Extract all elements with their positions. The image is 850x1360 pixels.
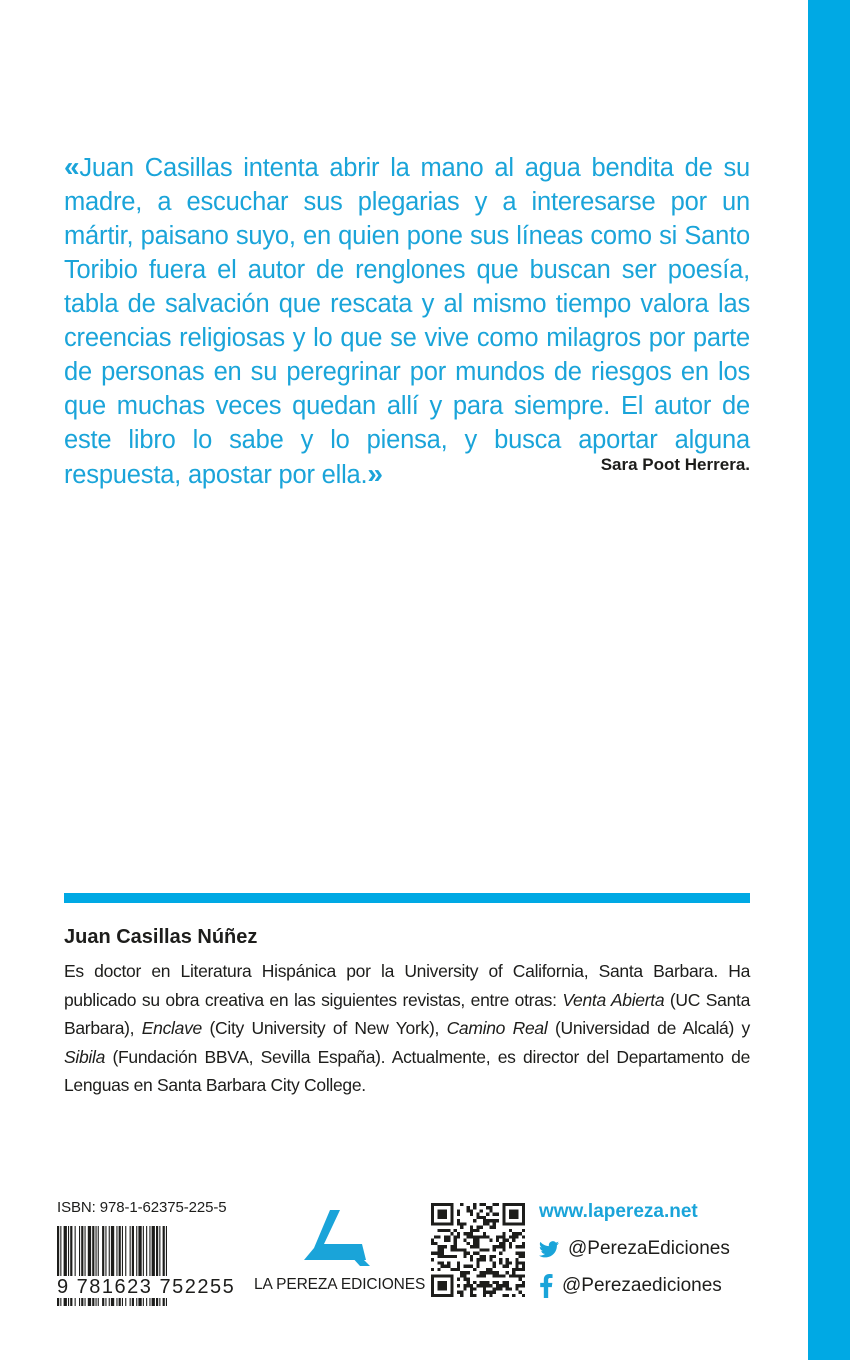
author-name: Juan Casillas Núñez	[64, 926, 258, 948]
section-divider	[64, 893, 750, 903]
qr-code-icon	[431, 1203, 525, 1297]
blurb-quote	[64, 150, 750, 492]
publisher-logo-icon	[300, 1208, 372, 1268]
bio-text: (Fundación BBVA, Sevilla España). Actualmente, es director del Departamento de Lenguas en Santa Barbara City College.	[64, 1046, 750, 1095]
website-link[interactable]: www.lapereza.net	[539, 1201, 698, 1222]
spine-band	[808, 0, 850, 1360]
quote-attribution: Sara Poot Herrera.	[600, 455, 750, 474]
publisher-name: LA PEREZA EDICIONES	[254, 1276, 426, 1293]
bio-title: Camino Real	[446, 1018, 548, 1038]
close-quote-mark: »	[367, 458, 383, 489]
isbn-label: ISBN: 978-1-62375-225-5	[57, 1199, 227, 1216]
twitter-handle-row[interactable]	[539, 1238, 730, 1260]
bio-text: Es doctor en Literatura Hispánica por la University of California, Santa Barbara. Ha publicado su obra creativa en las siguientes revistas, entre otras:	[64, 961, 750, 1010]
bio-title: Sibila	[64, 1046, 106, 1067]
facebook-icon	[539, 1274, 553, 1298]
twitter-icon	[539, 1241, 559, 1258]
barcode-digits	[57, 1276, 242, 1299]
blurb-text: Juan Casillas intenta abrir la mano al agua bendita de su madre, a escuchar sus plegarias y a interesarse por un mártir, paisano suyo, en quien pone sus líneas como si Santo Toribio fuera el autor de renglones que buscan ser poesía, tabla de salvación que rescata y al mismo tiempo valora las creencias religiosas y lo que se vive como milagros por parte de personas en su peregrinar por mundos de riesgos en los que muchas veces quedan allí y para siempre. El autor de este libro lo sabe y lo piensa, y busca aportar alguna respuesta, apostar por ella.	[64, 154, 750, 489]
barcode-number: 9 781623 752255	[57, 1276, 236, 1298]
bio-title: Venta Abierta	[562, 989, 665, 1010]
facebook-handle-row[interactable]	[539, 1274, 722, 1298]
bio-text: (City University of New York),	[201, 1018, 447, 1038]
bio-text: (Universidad de Alcalá) y	[547, 1018, 750, 1038]
twitter-handle: @PerezaEdiciones	[568, 1238, 730, 1259]
bio-text: (UC Santa Barbara),	[64, 989, 750, 1038]
facebook-handle: @Perezaediciones	[562, 1275, 722, 1296]
open-quote-mark: «	[64, 151, 80, 182]
author-bio	[64, 957, 750, 1100]
bio-title: Enclave	[141, 1018, 202, 1038]
